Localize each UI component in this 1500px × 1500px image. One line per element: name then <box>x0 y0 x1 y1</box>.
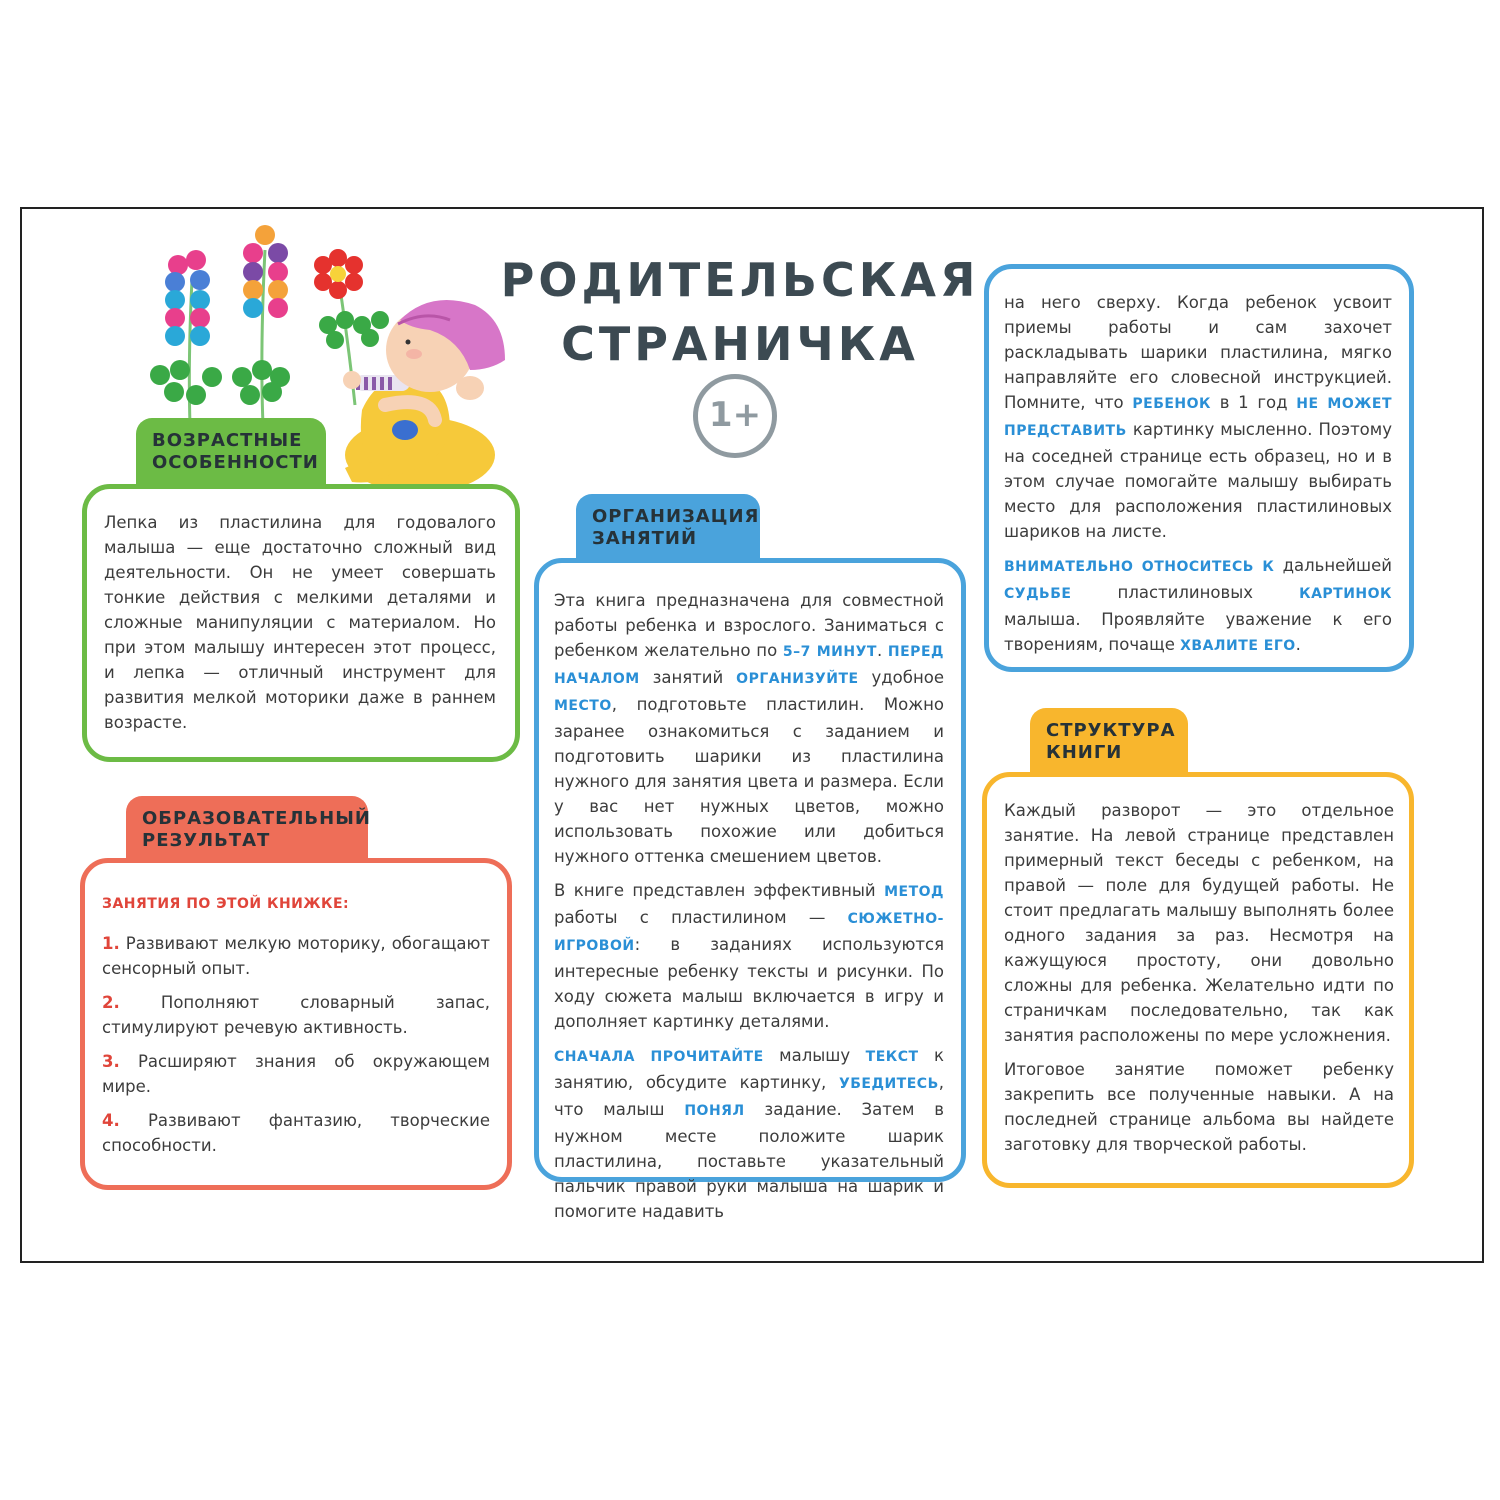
org-p1-text-c: занятий <box>639 668 737 687</box>
org-p3-highlight-4: ПОНЯЛ <box>684 1103 745 1119</box>
org-paragraph-1 <box>554 588 944 869</box>
result-item-3-text: Расширяют знания об окружающем мире. <box>102 1052 491 1096</box>
org-p2-text-c: : в заданиях используются интересные ребенку тексты и рисунки. По ходу сюжета малыш включается в игру и дополняет картинку деталями. <box>554 935 944 1031</box>
result-item-2-number: 2. <box>102 993 120 1012</box>
org-p1-highlight-2: ПЕРЕД НАЧАЛОМ <box>554 644 944 687</box>
org-section-heading-line2: ЗАНЯТИЙ <box>592 528 698 549</box>
org-p3-text-d: задание. Затем в нужном месте положите шарик пластилина, поставьте указательный пальчик правой руки малыша на шарик и помогите надавить <box>554 1100 944 1221</box>
org-p1-text-e: , подготовьте пластилин. Можно заранее ознакомиться с заданием и подготовить шарики из пластилина нужного для занятия цвета и размера. Если у вас нет нужных цветов, можно использовать похожие или добиться нужного оттенка смешением цветов. <box>554 695 944 866</box>
org-section-tab <box>576 494 760 562</box>
cont-p2-highlight-1: ВНИМАТЕЛЬНО ОТНОСИТЕСЬ К <box>1004 559 1275 575</box>
structure-section-heading-line2: КНИГИ <box>1046 742 1123 763</box>
cont-p1-text-b: в 1 год <box>1211 393 1297 412</box>
org-p3-text-b: к занятию, обсудите картинку, <box>554 1046 944 1092</box>
result-item-4-number: 4. <box>102 1111 120 1130</box>
org-paragraph-2 <box>554 878 944 1034</box>
org-p3-highlight-2: ТЕКСТ <box>865 1049 919 1065</box>
continue-section-text <box>1004 290 1392 668</box>
result-item-1 <box>102 931 490 981</box>
result-section-heading-line1: ОБРАЗОВАТЕЛЬНЫЙ <box>142 808 371 829</box>
result-item-1-number: 1. <box>102 934 120 953</box>
result-section-heading-line2: РЕЗУЛЬТАТ <box>142 830 271 851</box>
result-item-1-text: Развивают мелкую моторику, обогащают сенсорный опыт. <box>102 934 491 978</box>
age-badge: 1+ <box>693 374 777 458</box>
org-p2-highlight-1: МЕТОД <box>884 884 944 900</box>
org-p3-text-c: , что малыш <box>554 1073 944 1119</box>
structure-section-text <box>1004 798 1394 1166</box>
cont-p1-highlight-1: РЕБЕНОК <box>1132 396 1211 412</box>
result-item-2-text: Пополняют словарный запас, стимулируют речевую активность. <box>102 993 491 1037</box>
org-p1-highlight-1: 5–7 МИНУТ <box>782 644 877 660</box>
structure-paragraph-1: Каждый разворот — это отдельное занятие. На левой странице представлен примерный текст беседы с ребенком, на правой — поле для будущей работы. Не стоит предлагать малышу выполнять более одного задания за раз. Несмотря на кажущуюся простоту, они довольно сложны для ребенка. Желательно идти по страничкам последовательно, так как занятия расположены по мере усложнения. <box>1004 801 1394 1045</box>
structure-section-heading-line1: СТРУКТУРА <box>1046 720 1176 741</box>
cont-p2-text-a: дальнейшей <box>1274 556 1393 575</box>
org-p1-text-d: удобное <box>858 668 944 687</box>
cont-p2-text-c: малыша. Проявляйте уважение к его творениям, почаще <box>1004 610 1392 654</box>
cont-p2-text-b: пластилиновых <box>1071 583 1300 602</box>
cont-p1-text-a: на него сверху. Когда ребенок усвоит приемы работы и сам захочет раскладывать шарики пластилина, мягко направляйте его словесной инструкцией. Помните, что <box>1004 293 1392 412</box>
continue-paragraph-1 <box>1004 290 1392 544</box>
age-section-paragraph: Лепка из пластилина для годовалого малыша — еще достаточно сложный вид деятельности. Он не умеет совершать тонкие действия с мелкими деталями и сложные манипуляции с материалом. Но при этом малышу интересен этот процесс, и лепка — отличный инструмент для развития мелкой моторики даже в раннем возрасте. <box>104 513 496 732</box>
result-item-4 <box>102 1108 490 1158</box>
org-p3-highlight-1: СНАЧАЛА ПРОЧИТАЙТЕ <box>554 1049 764 1065</box>
page-title-line2: СТРАНИЧКА <box>561 317 919 371</box>
result-item-2 <box>102 990 490 1040</box>
org-paragraph-3 <box>554 1043 944 1224</box>
page-title-line1: РОДИТЕЛЬСКАЯ <box>500 253 980 307</box>
result-section-text <box>102 890 490 1167</box>
org-section-text <box>554 588 944 1233</box>
age-section-heading-line2: ОСОБЕННОСТИ <box>152 452 319 473</box>
continue-paragraph-2 <box>1004 553 1392 659</box>
result-section-tab <box>126 796 371 862</box>
structure-paragraph-2: Итоговое занятие поможет ребенку закрепить все полученные навыки. А на последней странице альбома вы найдете заготовку для творческой работы. <box>1004 1060 1394 1154</box>
org-p1-text-a: Эта книга предназначена для совместной работы ребенка и взрослого. Заниматься с ребенком желательно по <box>554 591 944 660</box>
cont-p2-highlight-3: КАРТИНОК <box>1299 586 1392 602</box>
result-item-3 <box>102 1049 490 1099</box>
result-section-intro: ЗАНЯТИЯ ПО ЭТОЙ КНИЖКЕ: <box>102 896 350 912</box>
cont-p2-highlight-4: ХВАЛИТЕ ЕГО <box>1180 638 1296 654</box>
structure-section-tab <box>1030 708 1188 776</box>
cont-p1-highlight-2: НЕ МОЖЕТ ПРЕДСТАВИТЬ <box>1004 396 1392 439</box>
age-section-heading-line1: ВОЗРАСТНЫЕ <box>152 430 303 451</box>
result-item-4-text: Развивают фантазию, творческие способности. <box>102 1111 490 1155</box>
cont-p1-text-c: картинку мысленно. Поэтому на соседней странице есть образец, но и в этом случае помогайте малышу выбирать место для расположения пластилиновых шариков на листе. <box>1004 420 1392 541</box>
org-p3-text-a: малышу <box>763 1046 866 1065</box>
result-item-3-number: 3. <box>102 1052 120 1071</box>
page-title <box>500 248 980 376</box>
age-section-tab <box>136 418 326 486</box>
org-p2-text-b: работы с пластилином — <box>554 908 848 927</box>
org-p1-text-b: . <box>876 641 888 660</box>
age-section-text <box>104 510 496 744</box>
org-section-heading-line1: ОРГАНИЗАЦИЯ <box>592 506 760 527</box>
org-p1-highlight-3: ОРГАНИЗУЙТЕ <box>736 671 859 687</box>
org-p1-highlight-4: МЕСТО <box>554 698 612 714</box>
org-p2-highlight-2: СЮЖЕТНО-ИГРОВОЙ <box>554 911 944 954</box>
cont-p2-highlight-2: СУДЬБЕ <box>1004 586 1072 602</box>
flower-2-illustration <box>232 225 290 425</box>
org-p3-highlight-3: УБЕДИТЕСЬ <box>838 1076 939 1092</box>
cont-p2-text-d: . <box>1295 635 1301 654</box>
flower-1-illustration <box>150 250 222 425</box>
org-p2-text-a: В книге представлен эффективный <box>554 881 885 900</box>
